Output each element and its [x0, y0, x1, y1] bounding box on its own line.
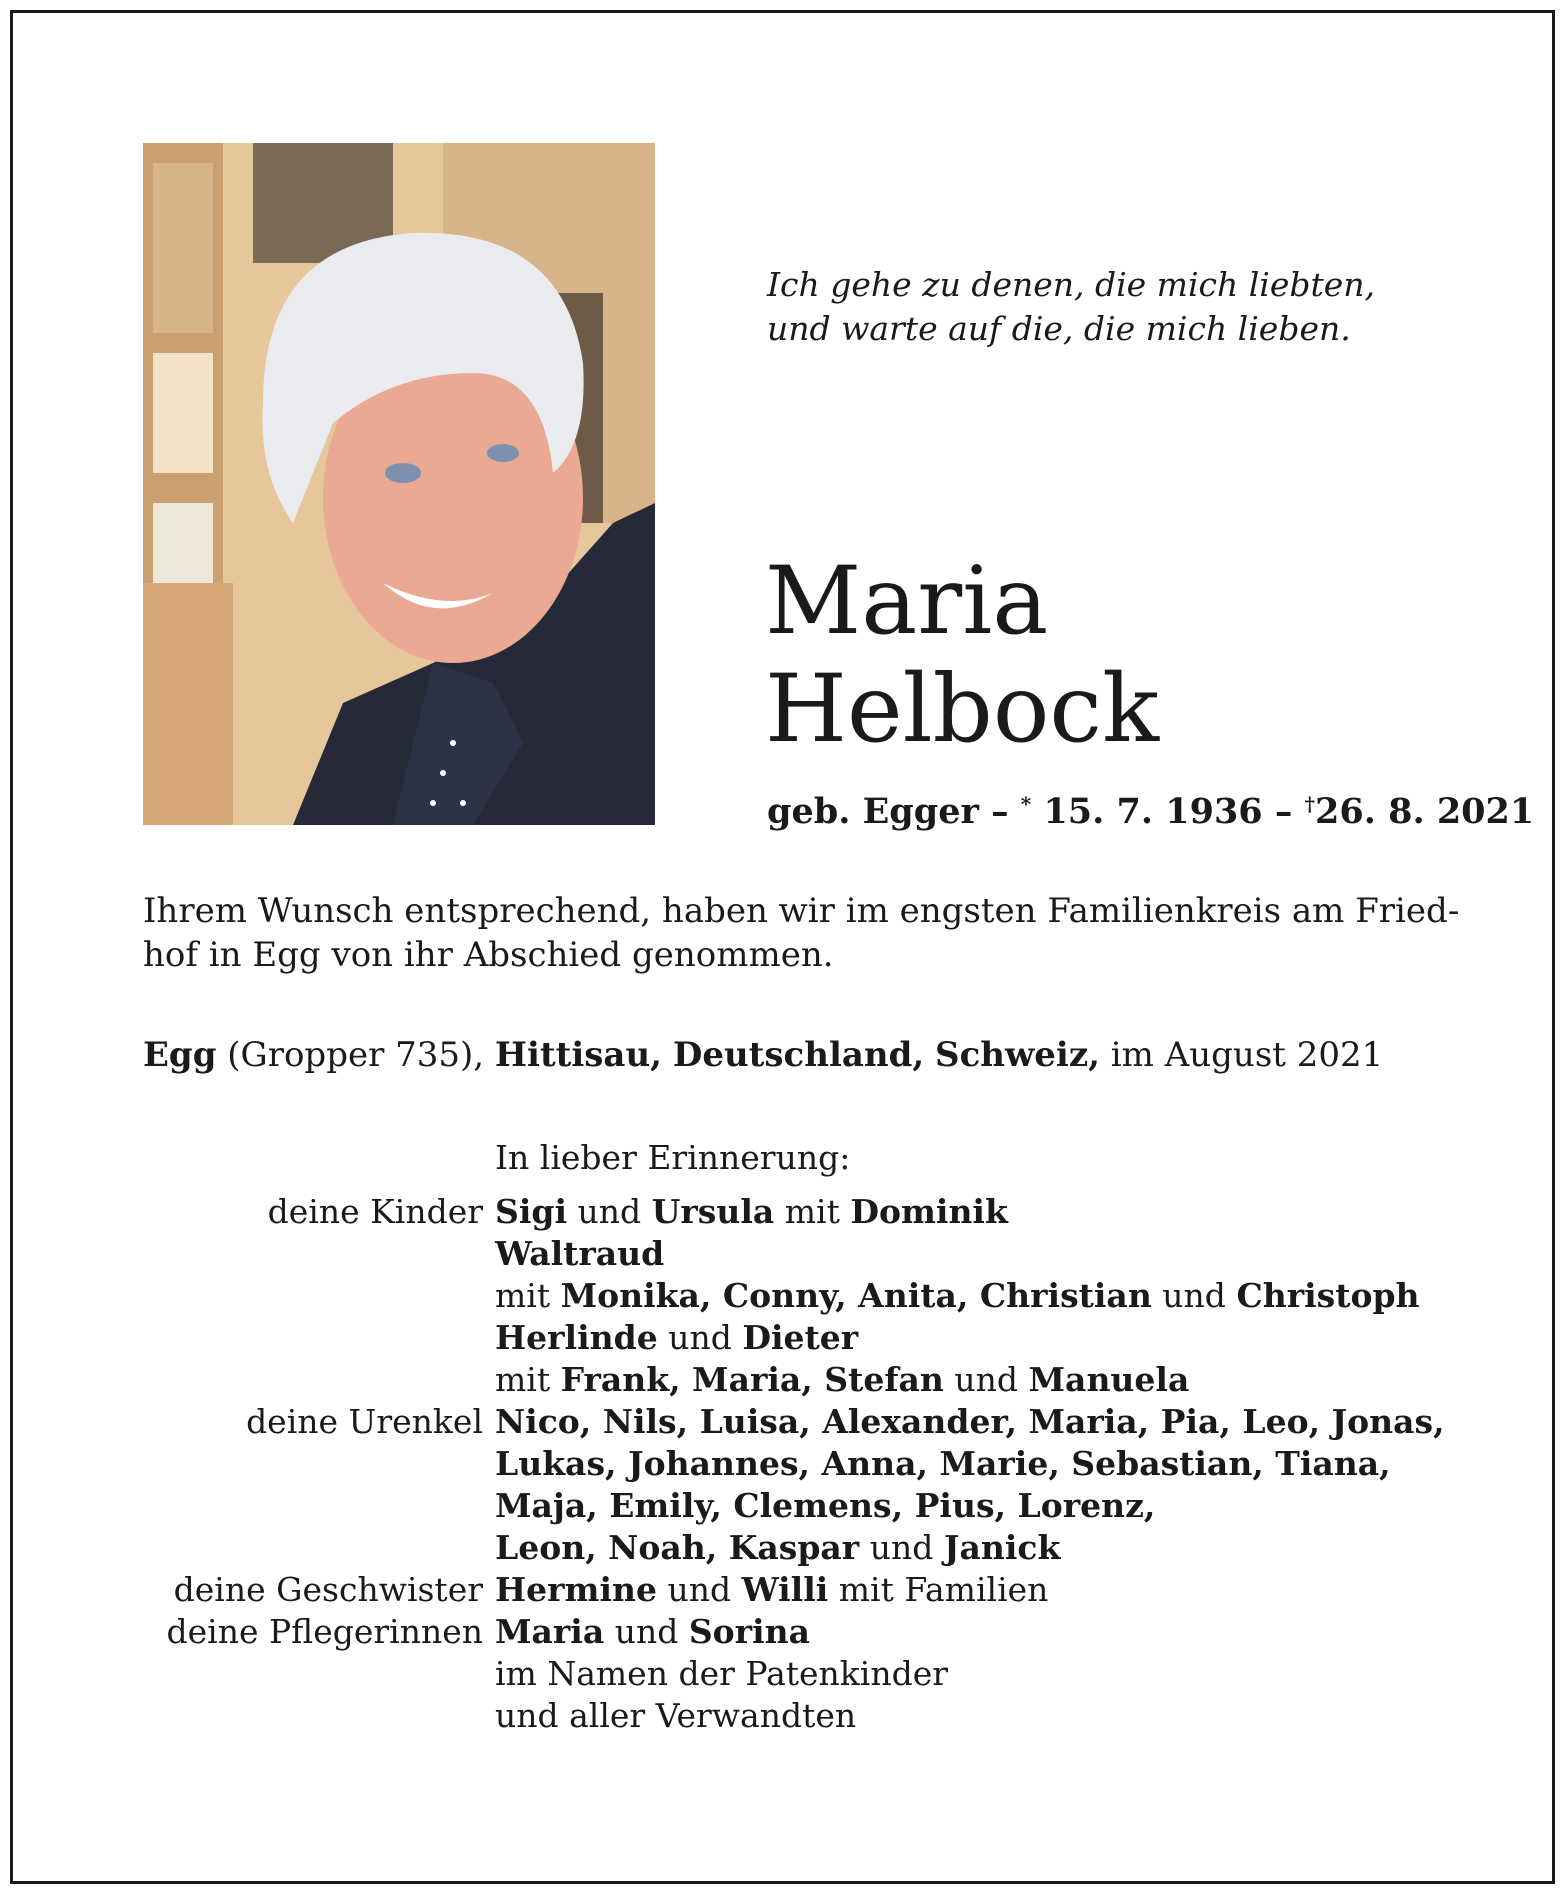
- relation-label: deine Kinder: [267, 1192, 483, 1231]
- obituary-frame: [10, 10, 1555, 1884]
- mourner-name: Lukas, Johannes, Anna, Marie, Sebastian, Tiana,: [495, 1444, 1391, 1483]
- deceased-name: [765, 548, 1159, 764]
- remembrance-intro: In lieber Erinnerung:: [495, 1138, 851, 1177]
- relation-label: [113, 1443, 495, 1485]
- mourner-name: Nico, Nils, Luisa, Alexander, Maria, Pia, Leo, Jonas,: [495, 1402, 1445, 1441]
- mourner-name: Maja, Emily, Clemens, Pius, Lorenz,: [495, 1486, 1156, 1525]
- mourner-row: [113, 1695, 1513, 1737]
- relation-label: [113, 1233, 495, 1275]
- first-name: Maria: [765, 547, 1049, 656]
- mourner-row: [113, 1275, 1513, 1317]
- last-name: Helbock: [765, 655, 1160, 764]
- death-date: 26. 8. 2021: [1315, 791, 1535, 832]
- mourner-row: [113, 1191, 1513, 1233]
- mourner-names: [495, 1443, 1513, 1485]
- mourner-names: [495, 1611, 1513, 1653]
- mourner-name: Leon, Noah, Kaspar: [495, 1528, 860, 1567]
- place-schweiz: Schweiz,: [935, 1035, 1100, 1075]
- mourner-name: Sorina: [688, 1612, 810, 1651]
- death-symbol: †: [1304, 792, 1316, 816]
- mourner-name: Christoph: [1236, 1276, 1420, 1315]
- connector-text: und: [859, 1528, 944, 1567]
- mourner-names: [495, 1317, 1513, 1359]
- quote-line-1: Ich gehe zu denen, die mich liebten,: [767, 265, 1376, 304]
- quote-line-2: und warte auf die, die mich lieben.: [767, 309, 1351, 348]
- place-deutschland: Deutschland,: [672, 1035, 925, 1075]
- mourner-name: Monika, Conny, Anita, Christian: [560, 1276, 1152, 1315]
- birth-symbol: *: [1020, 792, 1032, 816]
- connector-text: mit: [495, 1360, 561, 1399]
- mourner-name: Willi: [741, 1570, 829, 1609]
- mourner-name: Dieter: [742, 1318, 859, 1357]
- birth-name: geb. Egger: [767, 791, 979, 832]
- relation-label: deine Urenkel: [246, 1402, 483, 1441]
- mourner-name: Ursula: [651, 1192, 775, 1231]
- mourner-names: [495, 1527, 1513, 1569]
- relation-label: [113, 1359, 495, 1401]
- mourner-names: [495, 1233, 1513, 1275]
- quote: [767, 263, 1375, 351]
- mourner-row: [113, 1317, 1513, 1359]
- mourner-row: [113, 1569, 1513, 1611]
- mourner-row: [113, 1443, 1513, 1485]
- relation-label: [113, 1485, 495, 1527]
- mourner-names: [495, 1275, 1513, 1317]
- connector-text: und: [1151, 1276, 1237, 1315]
- announcement-line-1: Ihrem Wunsch entsprechend, haben wir im engsten Familienkreis am Fried-: [143, 891, 1460, 931]
- place-hittisau: Hittisau,: [494, 1035, 663, 1075]
- mourner-names: [495, 1653, 1513, 1695]
- relation-label: deine Pflegerinnen: [166, 1612, 483, 1651]
- connector-text: und aller Verwandten: [495, 1696, 857, 1735]
- place-egg: Egg: [143, 1035, 217, 1075]
- mourner-row: [113, 1359, 1513, 1401]
- mourner-name: Maria: [495, 1612, 605, 1651]
- life-dates: [767, 791, 1534, 832]
- connector-text: und: [943, 1360, 1029, 1399]
- connector-text: mit: [774, 1192, 851, 1231]
- mourner-name: Janick: [943, 1528, 1061, 1567]
- mourner-name: Sigi: [495, 1192, 567, 1231]
- mourner-names: [495, 1695, 1513, 1737]
- mourner-names: [495, 1569, 1513, 1611]
- mourner-name: Manuela: [1028, 1360, 1190, 1399]
- mourner-names: [495, 1401, 1513, 1443]
- announcement-text: [143, 889, 1460, 977]
- portrait-photo: [143, 143, 655, 825]
- mourner-row: [113, 1485, 1513, 1527]
- mourner-row: [113, 1653, 1513, 1695]
- separator: –: [1274, 791, 1293, 832]
- mourner-names: [495, 1485, 1513, 1527]
- relation-label: [113, 1527, 495, 1569]
- connector-text: und: [657, 1570, 742, 1609]
- places-line: [143, 1035, 1383, 1075]
- mourner-name: Dominik: [850, 1192, 1008, 1231]
- mourner-row: [113, 1401, 1513, 1443]
- mourner-names: [495, 1359, 1513, 1401]
- mourners-list: [113, 1191, 1513, 1737]
- announcement-line-2: hof in Egg von ihr Abschied genommen.: [143, 935, 834, 975]
- relation-label: [113, 1695, 495, 1737]
- relation-label: [113, 1275, 495, 1317]
- mourner-name: Hermine: [495, 1570, 658, 1609]
- connector-text: und: [657, 1318, 743, 1357]
- mourner-name: Waltraud: [495, 1234, 665, 1273]
- birth-date: 15. 7. 1936: [1043, 791, 1263, 832]
- connector-text: mit Familien: [828, 1570, 1049, 1609]
- separator: –: [991, 791, 1009, 832]
- mourner-row: [113, 1233, 1513, 1275]
- connector-text: und: [604, 1612, 689, 1651]
- mourner-row: [113, 1611, 1513, 1653]
- portrait-icon: [143, 143, 655, 825]
- mourner-names: [495, 1191, 1513, 1233]
- connector-text: im Namen der Patenkinder: [495, 1654, 949, 1693]
- mourner-name: Herlinde: [495, 1318, 658, 1357]
- mourner-name: Frank, Maria, Stefan: [560, 1360, 944, 1399]
- relation-label: [113, 1317, 495, 1359]
- date-text: im August 2021: [1110, 1035, 1384, 1075]
- address: (Gropper 735),: [227, 1035, 485, 1075]
- connector-text: mit: [495, 1276, 561, 1315]
- mourner-row: [113, 1527, 1513, 1569]
- relation-label: deine Geschwister: [173, 1570, 483, 1609]
- connector-text: und: [566, 1192, 652, 1231]
- relation-label: [113, 1653, 495, 1695]
